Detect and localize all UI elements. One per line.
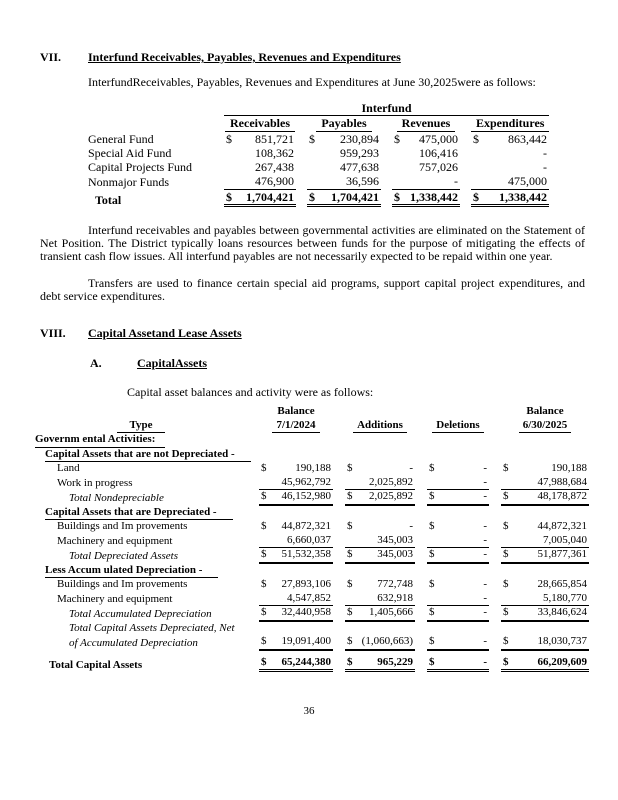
cell-value: 46,152,980	[281, 490, 331, 503]
cell-value: 851,721	[255, 131, 294, 146]
cell-value: -	[483, 635, 487, 648]
cell-value: 44,872,321	[537, 520, 587, 533]
cell-value: -	[483, 548, 487, 561]
cell-value: 45,962,792	[281, 475, 331, 488]
cell-value: 267,438	[255, 160, 294, 175]
cell-value: -	[543, 145, 547, 160]
section-viii-heading	[40, 326, 585, 341]
table-section-row	[35, 448, 585, 463]
cell-value: 476,900	[255, 174, 294, 189]
cell-value: -	[543, 160, 547, 175]
cell-value: 1,338,442	[410, 189, 458, 204]
column-header	[392, 116, 460, 131]
cell-value: 108,362	[255, 145, 294, 160]
dollar-sign: $	[347, 635, 353, 648]
cell-balance-start	[259, 656, 333, 673]
cell-value: (1,060,663)	[361, 635, 413, 648]
row-label: Total Capital Assets	[49, 658, 143, 671]
row-label	[35, 506, 247, 521]
cell-revenues	[392, 132, 460, 146]
column-header-label: Balance	[526, 405, 564, 418]
dollar-sign: $	[429, 548, 435, 561]
column-header-label: Payables	[316, 116, 371, 131]
column-header-label: Additions	[353, 419, 407, 434]
table-section-row	[35, 564, 585, 579]
cell-receivables	[224, 174, 296, 189]
dollar-sign: $	[347, 490, 353, 503]
cell-payables	[307, 174, 381, 189]
row-label: Capital Projects Fund	[88, 160, 192, 175]
section-numeral: VIII.	[40, 326, 66, 341]
interfund-intro: InterfundReceivables, Payables, Revenues and Expenditures at June 30,2025were as follows:	[88, 75, 536, 89]
dollar-sign: $	[309, 131, 315, 146]
section-title: Capital Assetand Lease Assets	[88, 326, 242, 341]
table-total-row	[35, 606, 585, 622]
table-header-row	[35, 405, 585, 433]
cell-value: 6,660,037	[287, 533, 331, 546]
cell-revenues	[392, 160, 460, 174]
row-label: Special Aid Fund	[88, 145, 172, 160]
column-header	[224, 116, 296, 131]
dollar-sign: $	[473, 189, 479, 204]
table-label-row	[35, 622, 585, 636]
dollar-sign: $	[309, 189, 315, 204]
row-label: Buildings and Im provements	[57, 520, 188, 533]
cell-balance-start	[259, 548, 333, 564]
column-header-label: Revenues	[397, 116, 456, 131]
table-group-header-row	[88, 101, 585, 116]
subsection-title: CapitalAssets	[137, 356, 208, 371]
dollar-sign: $	[347, 462, 353, 475]
cell-payables	[307, 190, 381, 207]
row-label-text: Capital Assets that are Depreciated -	[45, 506, 233, 521]
cell-value: 27,893,106	[281, 578, 331, 591]
cell-balance-start	[259, 578, 333, 592]
cell-value: 32,440,958	[281, 606, 331, 619]
dollar-sign: $	[503, 548, 509, 561]
dollar-sign: $	[503, 578, 509, 591]
column-header-balance-start	[259, 405, 333, 433]
dollar-sign: $	[503, 635, 509, 648]
section-numeral: VII.	[40, 50, 62, 64]
dollar-sign: $	[429, 490, 435, 503]
section-title: Interfund Receivables, Payables, Revenues and Expenditures	[88, 50, 401, 64]
table-row	[35, 462, 585, 476]
cell-value: -	[483, 520, 487, 533]
dollar-sign: $	[261, 606, 267, 619]
cell-value: 632,918	[377, 591, 413, 604]
dollar-sign: $	[503, 606, 509, 619]
dollar-sign: $	[261, 490, 267, 503]
cell-value: -	[409, 520, 413, 533]
cell-additions	[345, 592, 415, 607]
cell-balance-start	[259, 534, 333, 549]
cell-value: 65,244,380	[281, 655, 331, 668]
cell-value: 33,846,624	[537, 606, 587, 619]
cell-additions	[345, 490, 415, 506]
column-header-label: Expenditures	[471, 116, 549, 131]
cell-balance-end	[501, 635, 589, 651]
cell-value: 28,665,854	[537, 578, 587, 591]
cell-value: 48,178,872	[537, 490, 587, 503]
table-section-row	[35, 433, 585, 448]
row-label: Total Depreciated Assets	[69, 550, 178, 563]
cell-additions	[345, 578, 415, 592]
cell-deletions	[427, 520, 489, 534]
table-row	[88, 146, 585, 160]
cell-balance-end	[501, 476, 589, 491]
cell-balance-start	[259, 520, 333, 534]
cell-value: 1,338,442	[499, 189, 547, 204]
row-label: Total Accumulated Depreciation	[69, 608, 212, 621]
cell-value: 106,416	[419, 145, 458, 160]
cell-value: -	[483, 591, 487, 604]
cell-value: 475,000	[508, 174, 547, 189]
cell-expenditures	[471, 160, 549, 174]
dollar-sign: $	[261, 635, 267, 648]
row-label	[35, 448, 247, 463]
row-label: Total	[95, 192, 122, 207]
cell-additions	[345, 656, 415, 673]
row-label: of Accumulated Depreciation	[69, 637, 198, 650]
cell-value: 959,293	[340, 145, 379, 160]
dollar-sign: $	[429, 635, 435, 648]
cell-revenues	[392, 174, 460, 189]
cell-value: -	[483, 475, 487, 488]
cell-payables	[307, 146, 381, 160]
cell-balance-end	[501, 520, 589, 534]
cell-additions	[345, 548, 415, 564]
table-row	[88, 160, 585, 174]
capital-assets-intro: Capital asset balances and activity were as follows:	[127, 385, 374, 400]
capital-assets-table	[35, 405, 585, 672]
table-row	[35, 520, 585, 534]
cell-deletions	[427, 592, 489, 607]
table-grand-total-row	[35, 656, 585, 673]
cell-value: 1,405,666	[369, 606, 413, 619]
cell-balance-start	[259, 606, 333, 622]
section-vii-heading	[40, 50, 585, 65]
cell-value: 863,442	[508, 131, 547, 146]
cell-deletions	[427, 490, 489, 506]
row-label: Machinery and equipment	[57, 534, 173, 547]
cell-value: -	[483, 578, 487, 591]
table-row	[35, 578, 585, 592]
table-total-row	[35, 490, 585, 506]
cell-receivables	[224, 160, 296, 174]
cell-additions	[345, 635, 415, 651]
cell-expenditures	[471, 190, 549, 207]
cell-value: 1,704,421	[331, 189, 379, 204]
row-label-text: Less Accum ulated Depreciation -	[45, 564, 218, 579]
row-label-text: Governm ental Activities:	[35, 433, 165, 448]
cell-value: 5,180,770	[543, 591, 587, 604]
cell-value: 190,188	[551, 462, 587, 475]
cell-balance-start	[259, 635, 333, 651]
cell-receivables	[224, 132, 296, 146]
cell-value: 477,638	[340, 160, 379, 175]
cell-value: 345,003	[377, 533, 413, 546]
row-label: Machinery and equipment	[57, 592, 173, 605]
cell-value: 772,748	[377, 578, 413, 591]
cell-value: 51,532,358	[281, 548, 331, 561]
cell-value: -	[483, 462, 487, 475]
cell-additions	[345, 462, 415, 476]
column-header-label: Deletions	[432, 419, 483, 434]
table-total-row	[88, 190, 585, 207]
row-label: Work in progress	[57, 476, 133, 489]
cell-value: 345,003	[377, 548, 413, 561]
cell-value: -	[483, 490, 487, 503]
cell-value: 757,026	[419, 160, 458, 175]
group-header: Interfund	[224, 101, 549, 116]
dollar-sign: $	[503, 520, 509, 533]
cell-expenditures	[471, 132, 549, 146]
cell-balance-end	[501, 578, 589, 592]
cell-deletions	[427, 656, 489, 673]
cell-value: -	[483, 606, 487, 619]
cell-additions	[345, 520, 415, 534]
cell-deletions	[427, 606, 489, 622]
dollar-sign: $	[261, 548, 267, 561]
table-row	[35, 534, 585, 549]
cell-revenues	[392, 190, 460, 207]
cell-additions	[345, 534, 415, 549]
dollar-sign: $	[503, 462, 509, 475]
column-header	[471, 116, 549, 131]
cell-balance-start	[259, 592, 333, 607]
cell-deletions	[427, 635, 489, 651]
cell-expenditures	[471, 146, 549, 160]
cell-value: 230,894	[340, 131, 379, 146]
cell-balance-end	[501, 606, 589, 622]
subsection-a-heading	[90, 356, 585, 371]
interfund-table	[88, 101, 585, 207]
column-header-label: Balance	[277, 405, 315, 418]
dollar-sign: $	[429, 578, 435, 591]
dollar-sign: $	[347, 578, 353, 591]
cell-value: 2,025,892	[369, 475, 413, 488]
cell-value: 1,704,421	[246, 189, 294, 204]
cell-value: -	[483, 655, 487, 668]
row-label-text: Capital Assets that are not Depreciated -	[45, 448, 251, 463]
cell-value: 36,596	[346, 174, 379, 189]
column-header-label: Type	[117, 419, 164, 434]
table-row	[88, 174, 585, 189]
cell-value: 18,030,737	[537, 635, 587, 648]
cell-value: 19,091,400	[281, 635, 331, 648]
cell-deletions	[427, 534, 489, 549]
column-header-additions	[345, 419, 415, 434]
column-header-deletions	[427, 419, 489, 434]
row-label	[35, 564, 247, 579]
table-row	[88, 132, 585, 146]
row-label: Nonmajor Funds	[88, 175, 169, 190]
table-total-row	[35, 548, 585, 564]
column-header-label: 6/30/2025	[519, 419, 572, 434]
table-row	[35, 476, 585, 491]
table-row	[35, 592, 585, 607]
cell-value: -	[409, 462, 413, 475]
dollar-sign: $	[261, 520, 267, 533]
cell-value: -	[483, 533, 487, 546]
page-number: 36	[303, 705, 315, 717]
cell-value: 51,877,361	[537, 548, 587, 561]
cell-value: 44,872,321	[281, 520, 331, 533]
paragraph-transfers: Transfers are used to finance certain special aid programs, support capital project expenditures, and debt service expenditures.	[40, 276, 585, 304]
cell-balance-end	[501, 592, 589, 607]
cell-deletions	[427, 548, 489, 564]
cell-expenditures	[471, 174, 549, 189]
cell-deletions	[427, 476, 489, 491]
column-header	[307, 116, 381, 131]
table-section-row	[35, 506, 585, 521]
dollar-sign: $	[226, 189, 232, 204]
cell-value: 7,005,040	[543, 533, 587, 546]
dollar-sign: $	[347, 548, 353, 561]
dollar-sign: $	[429, 655, 435, 668]
paragraph-interfund-elimination: Interfund receivables and payables between governmental activities are eliminated on the Statement of Net Position. The District typically loans resources between funds for the purpose of mitigating the effects of transient cash flow issues. All interfund payables are not necessarily expected to be repaid within one year.	[40, 223, 585, 264]
dollar-sign: $	[347, 520, 353, 533]
dollar-sign: $	[473, 131, 479, 146]
cell-balance-end	[501, 656, 589, 673]
column-header-label: 7/1/2024	[272, 419, 319, 434]
dollar-sign: $	[347, 606, 353, 619]
cell-additions	[345, 476, 415, 491]
cell-payables	[307, 132, 381, 146]
cell-balance-start	[259, 490, 333, 506]
cell-deletions	[427, 462, 489, 476]
cell-deletions	[427, 578, 489, 592]
dollar-sign: $	[394, 131, 400, 146]
cell-payables	[307, 160, 381, 174]
cell-value: 66,209,609	[537, 655, 587, 668]
dollar-sign: $	[503, 490, 509, 503]
cell-balance-end	[501, 462, 589, 476]
row-label: Buildings and Im provements	[57, 578, 188, 591]
dollar-sign: $	[394, 189, 400, 204]
subsection-letter: A.	[90, 356, 102, 371]
cell-value: 47,988,684	[537, 475, 587, 488]
cell-additions	[345, 606, 415, 622]
row-label: Land	[57, 462, 80, 475]
cell-value: -	[454, 174, 458, 189]
cell-balance-end	[501, 534, 589, 549]
cell-value: 965,229	[377, 655, 413, 668]
dollar-sign: $	[261, 655, 267, 668]
dollar-sign: $	[226, 131, 232, 146]
dollar-sign: $	[261, 578, 267, 591]
row-label	[35, 433, 247, 448]
cell-balance-end	[501, 490, 589, 506]
row-label: Total Nondepreciable	[69, 492, 164, 505]
cell-value: 2,025,892	[369, 490, 413, 503]
dollar-sign: $	[429, 606, 435, 619]
row-label: General Fund	[88, 131, 154, 146]
dollar-sign: $	[429, 462, 435, 475]
dollar-sign: $	[429, 520, 435, 533]
dollar-sign: $	[347, 655, 353, 668]
cell-balance-end	[501, 548, 589, 564]
cell-balance-start	[259, 462, 333, 476]
cell-receivables	[224, 190, 296, 207]
table-header-row	[88, 116, 585, 131]
cell-balance-start	[259, 476, 333, 491]
cell-revenues	[392, 146, 460, 160]
cell-receivables	[224, 146, 296, 160]
cell-value: 4,547,852	[287, 591, 331, 604]
column-header-type	[35, 419, 247, 434]
dollar-sign: $	[503, 655, 509, 668]
column-header-balance-end	[501, 405, 589, 433]
row-label: Total Capital Assets Depreciated, Net	[69, 621, 235, 634]
cell-value: 190,188	[295, 462, 331, 475]
table-total-row	[35, 635, 585, 651]
column-header-label: Receivables	[225, 116, 295, 131]
cell-value: 475,000	[419, 131, 458, 146]
dollar-sign: $	[261, 462, 267, 475]
